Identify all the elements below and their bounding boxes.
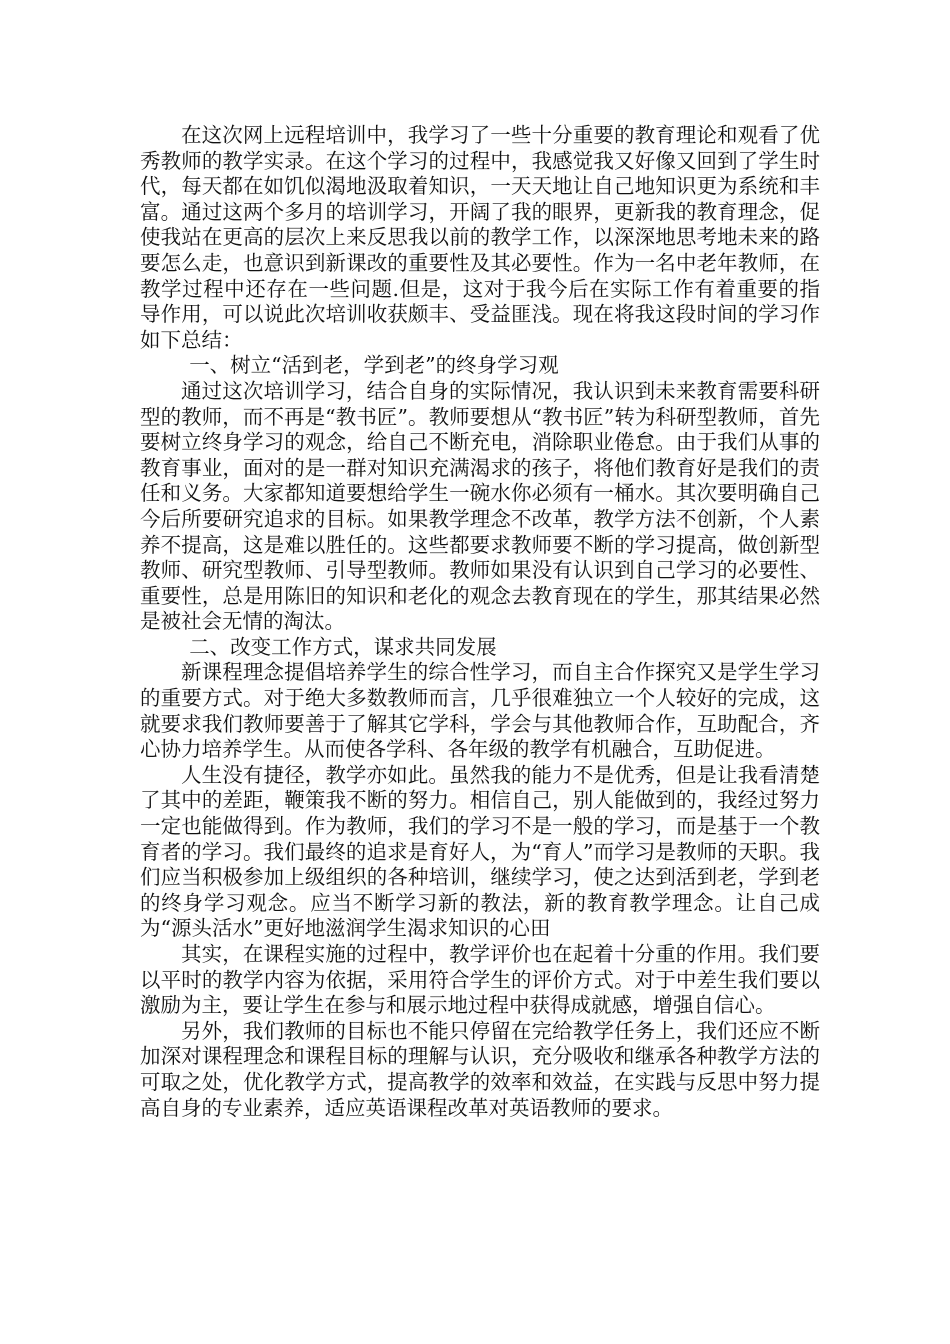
document-body (140, 123, 820, 1121)
paragraph-evaluation: 其实，在课程实施的过程中，教学评价也在起着十分重的作用。我们要以平时的教学内容为依据，采用符合学生的评价方式。对于中差生我们要以激励为主，要让学生在参与和展示地过程中获得成就感，增强自信心。 (140, 942, 820, 1018)
paragraph-intro: 在这次网上远程培训中，我学习了一些十分重要的教育理论和观看了优秀教师的教学实录。在这个学习的过程中，我感觉我又好像又回到了学生时代，每天都在如饥似渴地汲取着知识，一天天地让自己地知识更为系统和丰富。通过这两个多月的培训学习，开阔了我的眼界，更新我的教育理念，促使我站在更高的层次上来反思我以前的教学工作，以深深地思考地未来的路要怎么走，也意识到新课改的重要性及其必要性。作为一名中老年教师，在教学过程中还存在一些问题.但是，这对于我今后在实际工作有着重要的指导作用，可以说此次培训收获颇丰、受益匪浅。现在将我这段时间的学习作如下总结： (140, 123, 820, 352)
section-heading-2: 二、改变工作方式，谋求共同发展 (189, 634, 497, 659)
paragraph-cooperation: 新课程理念提倡培养学生的综合性学习，而自主合作探究又是学生学习的重要方式。对于绝大多数教师而言，几乎很难独立一个人较好的完成，这就要求我们教师要善于了解其它学科，学会与其他教师合作，互助配合，齐心协力培养学生。从而使各学科、各年级的教学有机融合，互助促进。 (140, 660, 820, 762)
paragraph-no-shortcut: 人生没有捷径，教学亦如此。虽然我的能力不是优秀，但是让我看清楚了其中的差距，鞭策我不断的努力。相信自己，别人能做到的，我经过努力一定也能做得到。作为教师，我们的学习不是一般的学习，而是基于一个教育者的学习。我们最终的追求是育好人，为“育人”而学习是教师的天职。我们应当积极参加上级组织的各种培训，继续学习，使之达到活到老，学到老的终身学习观念。应当不断学习新的教法，新的教育教学理念。让自己成为“源头活水”更好地滋润学生渴求知识的心田 (140, 762, 820, 941)
paragraph-lifelong-learning: 通过这次培训学习，结合自身的实际情况，我认识到未来教育需要科研型的教师，而不再是“教书匠”。教师要想从“教书匠”转为科研型教师，首先要树立终身学习的观念，给自己不断充电，消除职业倦怠。由于我们从事的教育事业，面对的是一群对知识充满渴求的孩子，将他们教育好是我们的责任和义务。大家都知道要想给学生一碗水你必须有一桶水。其次要明确自己今后所要研究追求的目标。如果教学理念不改革，教学方法不创新，个人素养不提高，这是难以胜任的。这些都要求教师要不断的学习提高，做创新型教师、研究型教师、引导型教师。教师如果没有认识到自己学习的必要性、重要性，总是用陈旧的知识和老化的观念去教育现在的学生，那其结果必然是被社会无情的淘汰。 (140, 378, 820, 634)
section-heading-1: 一、树立“活到老，学到老”的终身学习观 (189, 353, 559, 378)
paragraph-goals: 另外，我们教师的目标也不能只停留在完给教学任务上，我们还应不断加深对课程理念和课程目标的理解与认识，充分吸收和继承各种教学方法的可取之处，优化教学方式，提高教学的效率和效益，在实践与反思中努力提高自身的专业素养，适应英语课程改革对英语教师的要求。 (140, 1018, 820, 1120)
